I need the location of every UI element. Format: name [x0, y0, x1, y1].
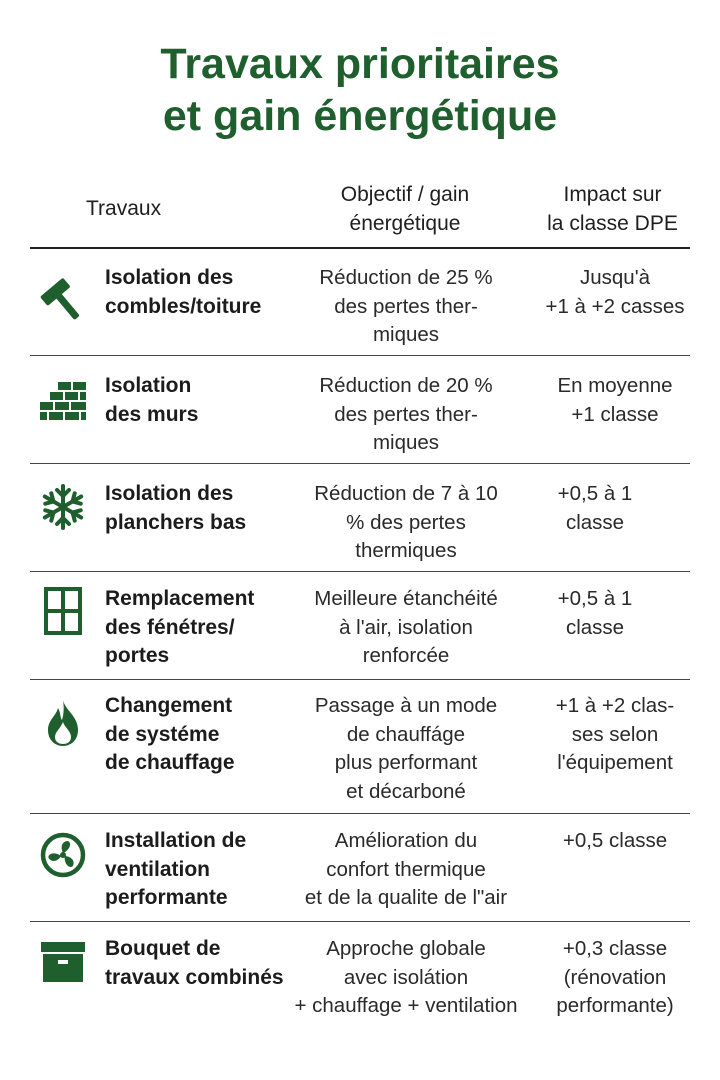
- row-name: [105, 585, 305, 671]
- page-title-line-1: Travaux prioritaires: [160, 40, 560, 88]
- page-title: [0, 38, 720, 142]
- row-gain: [278, 827, 534, 913]
- flame-icon: [38, 698, 88, 748]
- window-icon: [38, 586, 88, 636]
- row-impact: [530, 264, 700, 321]
- row-gain-line: Réduction de 20 %: [319, 374, 493, 397]
- row-gain-line: à l'air, isolation: [339, 615, 473, 639]
- header-impact-line-2: la classe DPE: [547, 212, 678, 235]
- row-name-line: Bouquet de: [105, 937, 221, 960]
- page-title-line-2: et gain énergétique: [162, 92, 558, 140]
- header-impact-line-1: Impact sur: [563, 183, 662, 206]
- row-impact-line: ses selon: [571, 722, 659, 746]
- row-impact-line: performante): [556, 994, 674, 1017]
- row-gain-line: et de la qualite de l"air: [304, 886, 508, 909]
- row-gain: [278, 372, 534, 458]
- row-gain: [278, 264, 534, 350]
- row-name-line: combles/toiture: [105, 294, 262, 318]
- row-impact-line: +0,5 classe: [562, 829, 668, 852]
- header-travaux: Travaux: [86, 197, 162, 220]
- row-name-line: Changement: [105, 694, 233, 717]
- row-gain-line: plus performant: [334, 751, 478, 774]
- row-impact-line: Jusqu'à: [579, 266, 651, 289]
- row-name-line: ventilation: [105, 857, 211, 881]
- row-gain: [278, 585, 534, 671]
- table-row: [0, 356, 720, 463]
- row-gain-line: renforcée: [362, 644, 450, 667]
- row-name-line: des fénétres/: [105, 615, 235, 639]
- row-name: [105, 264, 305, 321]
- row-name-line: des murs: [105, 402, 199, 426]
- row-impact: [530, 372, 700, 429]
- row-impact-line: +1 classe: [571, 402, 659, 426]
- row-name: [105, 827, 305, 913]
- row-gain-line: Meilleure étanchéité: [314, 587, 498, 610]
- row-gain-line: Approche globale: [326, 937, 486, 960]
- fan-icon: [38, 830, 88, 880]
- table-row: [0, 922, 720, 1032]
- table-row: [0, 572, 720, 679]
- row-name-line: performante: [105, 886, 228, 909]
- snowflake-icon: [38, 482, 88, 532]
- hammer-icon: [38, 276, 88, 326]
- row-name-line: Isolation des: [105, 482, 234, 505]
- row-name-line: Remplacement: [105, 587, 255, 610]
- table-row: [0, 248, 720, 355]
- row-impact-line: +0,5 à 1: [557, 587, 633, 610]
- row-name-line: portes: [105, 644, 170, 667]
- row-gain-line: avec isolátion: [343, 965, 469, 989]
- table-row: [0, 464, 720, 571]
- row-gain-line: Réduction de 25 %: [319, 266, 493, 289]
- row-gain-line: de chauffáge: [346, 722, 466, 746]
- header-impact: [525, 180, 700, 238]
- row-gain-line: Amélioration du: [334, 829, 478, 852]
- row-impact: [520, 585, 670, 642]
- row-impact-line: classe: [565, 615, 625, 639]
- row-name: [105, 372, 305, 429]
- row-name-line: de systéme: [105, 722, 220, 746]
- row-name-line: Installation de: [105, 829, 247, 852]
- row-gain-line: % des pertes: [346, 510, 466, 534]
- row-impact-line: +1 à +2 casses: [545, 294, 685, 318]
- row-impact-line: En moyenne: [557, 374, 673, 397]
- row-impact-line: l'équipement: [557, 751, 673, 774]
- row-gain-line: + chauffage + ventilation: [294, 994, 518, 1017]
- table-row: [0, 680, 720, 813]
- row-gain-line: miques: [372, 323, 440, 346]
- toolbox-icon: [38, 936, 88, 986]
- row-gain-line: des pertes ther-: [334, 402, 478, 426]
- row-impact: [530, 692, 700, 778]
- row-impact: [520, 480, 670, 537]
- row-gain-line: et décarboné: [346, 779, 466, 803]
- table-row: [0, 814, 720, 921]
- row-gain-line: confort thermique: [326, 857, 486, 881]
- row-gain-line: Passage à un mode: [314, 694, 498, 717]
- row-impact: [530, 827, 700, 856]
- row-impact-line: +0,5 à 1: [557, 482, 633, 505]
- row-name-line: travaux combinés: [105, 965, 284, 989]
- header-gain-line-1: Objectif / gain: [340, 183, 470, 206]
- row-name: [105, 692, 305, 778]
- row-impact-line: +0,3 classe: [562, 937, 668, 960]
- row-gain: [278, 480, 534, 566]
- table-header: [0, 176, 720, 246]
- row-gain-line: des pertes ther-: [334, 294, 478, 318]
- header-gain: [300, 180, 510, 238]
- row-gain: [278, 935, 534, 1021]
- row-impact-line: +1 à +2 clas-: [555, 694, 675, 717]
- header-gain-line-2: énergétique: [349, 212, 461, 235]
- row-name-line: Isolation: [105, 374, 192, 397]
- row-gain-line: miques: [372, 431, 440, 454]
- brick-wall-icon: [38, 376, 88, 426]
- row-name-line: planchers bas: [105, 510, 247, 534]
- row-impact-line: (rénovation: [563, 965, 667, 989]
- row-gain-line: Réduction de 7 à 10: [314, 482, 498, 505]
- row-gain-line: thermiques: [355, 539, 457, 562]
- row-impact: [530, 935, 700, 1021]
- row-name: [105, 480, 305, 537]
- row-impact-line: classe: [565, 510, 625, 534]
- row-gain: [278, 692, 534, 806]
- row-name-line: Isolation des: [105, 266, 234, 289]
- row-name-line: de chauffage: [105, 751, 235, 774]
